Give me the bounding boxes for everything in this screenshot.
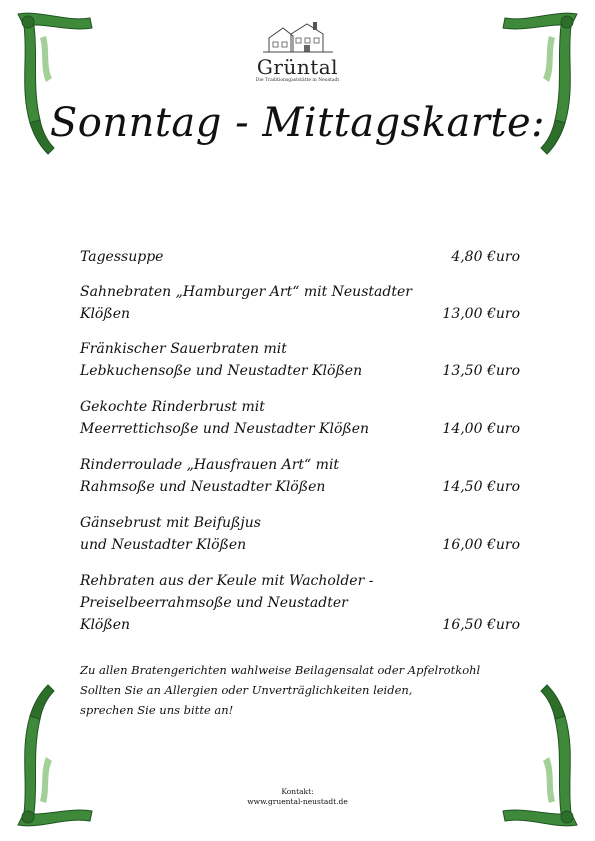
menu-item-description: Rehbraten aus der Keule mit Wacholder - Preiselbeerrahmsoße und Neustadter Klößen xyxy=(80,573,374,633)
menu-item-price: 13,00 €uro xyxy=(442,306,520,322)
menu-item-description: Sahnebraten „Hamburger Art“ mit Neustadter Klößen xyxy=(80,284,412,322)
restaurant-logo xyxy=(240,20,355,84)
menu-item xyxy=(80,246,520,268)
menu-item-price: 4,80 €uro xyxy=(451,249,520,265)
menu-item-price: 14,50 €uro xyxy=(442,479,520,495)
menu-item xyxy=(80,281,520,325)
house-icon xyxy=(263,20,333,54)
note-line: sprechen Sie uns bitte an! xyxy=(80,703,234,717)
menu-item-description: Gekochte Rinderbrust mit Meerrettichsoße und Neustadter Klößen xyxy=(80,399,370,437)
menu-list xyxy=(80,246,520,650)
menu-item-price: 16,00 €uro xyxy=(442,537,520,553)
contact-label: Kontakt: xyxy=(281,787,314,796)
menu-item-description: Fränkischer Sauerbraten mit Lebkuchensoße und Neustadter Klößen xyxy=(80,341,363,379)
menu-item xyxy=(80,454,520,498)
note-line: Sollten Sie an Allergien oder Unverträglichkeiten leiden, xyxy=(80,683,413,697)
allergy-note xyxy=(80,660,481,720)
note-line: Zu allen Bratengerichten wahlweise Beilagensalat oder Apfelrotkohl xyxy=(80,663,481,677)
menu-item-description: Tagessuppe xyxy=(80,249,164,265)
menu-item-description: Gänsebrust mit Beifußjus und Neustadter Klößen xyxy=(80,515,261,553)
page-title: Sonntag - Mittagskarte: xyxy=(49,100,546,146)
menu-item-price: 16,50 €uro xyxy=(442,617,520,633)
menu-item xyxy=(80,396,520,440)
logo-tagline: Die Traditionsgaststätte in Neustadt xyxy=(255,78,340,83)
menu-item xyxy=(80,570,520,636)
logo-name: Grüntal xyxy=(256,55,339,79)
menu-item-description: Rinderroulade „Hausfrauen Art“ mit Rahmsoße und Neustadter Klößen xyxy=(80,457,340,495)
menu-item xyxy=(80,512,520,556)
corner-ribbon-bottom-right xyxy=(495,681,585,831)
menu-item-price: 14,00 €uro xyxy=(442,421,520,437)
website-link[interactable]: www.gruental-neustadt.de xyxy=(247,797,348,806)
menu-item-price: 13,50 €uro xyxy=(442,363,520,379)
menu-item xyxy=(80,338,520,382)
contact-block xyxy=(0,787,595,807)
